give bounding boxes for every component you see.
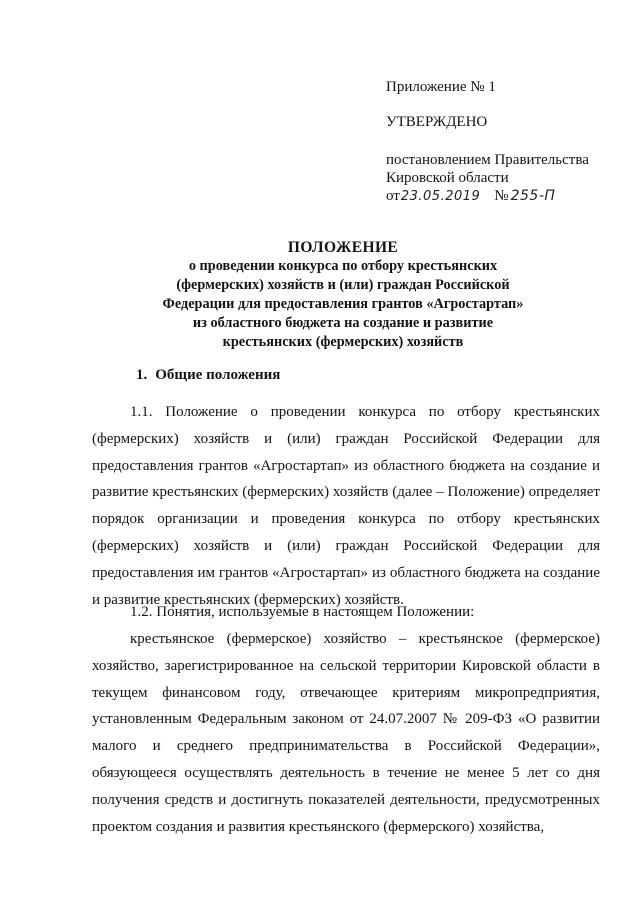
decree-date-number <box>386 187 626 206</box>
paragraph-text: 1.1. Положение о проведении конкурса по отбору крестьянских (фермерских) хозяйств и (или) граждан Российской Федерации для предоставления грантов «Агростартап» из областного бюджета на создание и развитие крестьянских (фермерских) хозяйств (далее – Положение) определяет порядок организации и проведения конкурса по отбору крестьянских (фермерских) хозяйств и (или) граждан Российской Федерации для предоставления им грантов «Агростартап» из областного бюджета на создание и развитие крестьянских (фермерских) хозяйств. <box>92 404 600 608</box>
paragraph-1-2 <box>92 599 600 626</box>
handwritten-date: 23.05.2019 <box>400 189 481 204</box>
paragraph-1-1 <box>92 399 600 613</box>
approved-label: УТВЕРЖДЕНО <box>386 114 488 130</box>
subtitle-line: о проведении конкурса по отбору крестьянских <box>188 258 498 274</box>
decree-line: постановлением Правительства <box>386 152 589 168</box>
definition-paragraph <box>92 626 600 840</box>
section-number: 1. <box>136 367 148 383</box>
subtitle-line: Федерации для предоставления грантов «Агростартап» <box>162 296 524 312</box>
number-sign: № <box>494 188 509 204</box>
decree-region: Кировской области <box>386 170 509 186</box>
subtitle-line: крестьянских (фермерских) хозяйств <box>222 334 464 350</box>
paragraph-text: крестьянское (фермерское) хозяйство – крестьянское (фермерское) хозяйство, зарегистрированное на сельской территории Кировской области в текущем финансовом году, отвечающее критериям микропредприятия, установленным Федеральным законом от 24.07.2007 № 209-ФЗ «О развитии малого и среднего предпринимательства в Российской Федерации», обязующееся осуществлять деятельность в течение не менее 5 лет со дня получения средств и достигнуть показателей деятельности, предусмотренных проектом создания и развития крестьянского (фермерского) хозяйства, <box>92 631 600 835</box>
section-heading <box>136 367 280 384</box>
subtitle-line: (фермерских) хозяйств и (или) граждан Российской <box>176 277 510 293</box>
annex-label: Приложение № 1 <box>386 79 496 95</box>
subtitle-line: из областного бюджета на создание и развитие <box>192 315 494 331</box>
section-title: Общие положения <box>155 367 281 383</box>
date-prefix: от <box>386 188 400 204</box>
document-title: ПОЛОЖЕНИЕ <box>287 239 399 256</box>
document-title-block <box>120 238 566 352</box>
handwritten-number: 255-П <box>510 188 556 204</box>
paragraph-text: 1.2. Понятия, используемые в настоящем Положении: <box>130 604 475 620</box>
approval-stamp <box>386 78 626 206</box>
